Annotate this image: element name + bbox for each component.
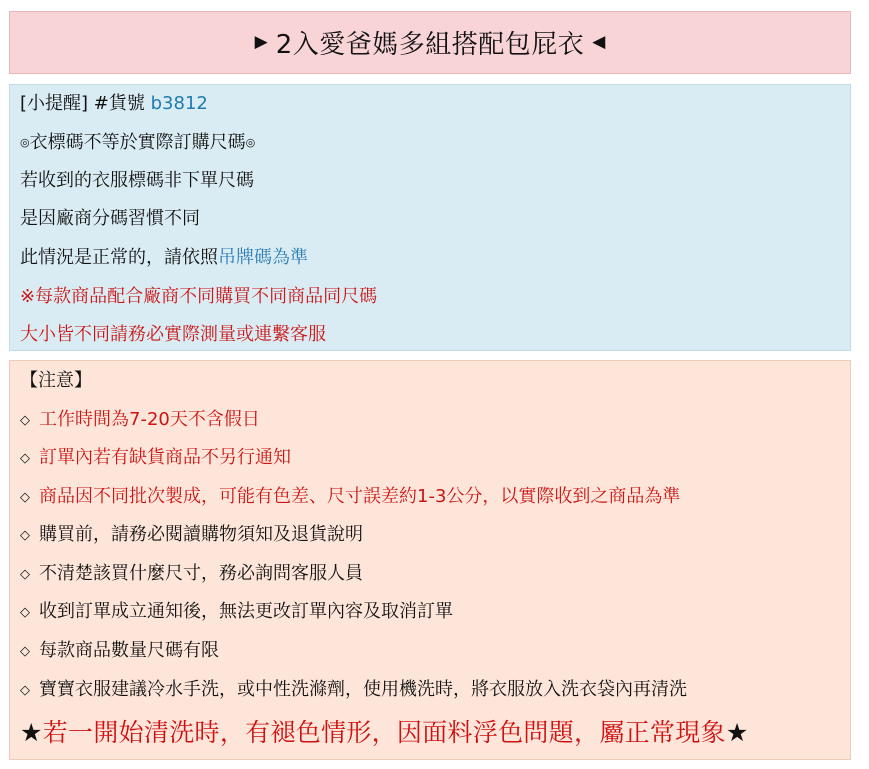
- reminder-line-1-text: 衣標碼不等於實際訂購尺碼: [29, 132, 246, 153]
- notice-panel: [9, 360, 851, 760]
- diamond-bullet-icon: ◇: [20, 683, 30, 698]
- final-warning: [20, 718, 749, 748]
- sku-prefix: #貨號: [93, 93, 145, 114]
- notice-item-text: 訂單內若有缺貨商品不另行通知: [39, 447, 291, 468]
- notice-item: [20, 446, 291, 471]
- notice-item-text: 購買前，請務必閱讀購物須知及退貨說明: [39, 524, 363, 545]
- reminder-line-4-highlight: 吊牌碼為準: [218, 247, 308, 268]
- sku-tag[interactable]: b3812: [150, 93, 208, 114]
- reminder-panel: [9, 84, 851, 351]
- diamond-bullet-icon: ◇: [20, 605, 30, 620]
- notice-item: [20, 485, 680, 510]
- star-icon: ★: [725, 718, 749, 747]
- title-banner: [9, 11, 851, 74]
- diamond-bullet-icon: ◇: [20, 528, 30, 543]
- triangle-right-icon: ▶: [254, 32, 268, 52]
- notice-item: [20, 600, 453, 625]
- reminder-line-5: ※每款商品配合廠商不同購買不同商品同尺碼: [20, 286, 378, 307]
- notice-item-text: 工作時間為7-20天不含假日: [39, 409, 260, 430]
- notice-item: [20, 639, 219, 664]
- diamond-bullet-icon: ◇: [20, 451, 30, 466]
- circle-symbol-icon: ◎: [245, 136, 256, 149]
- notice-item-text: 寶寶衣服建議冷水手洗，或中性洗滌劑，使用機洗時，將衣服放入洗衣袋內再清洗: [39, 679, 687, 700]
- notice-heading: 【注意】: [20, 370, 92, 391]
- reminder-line-3: 是因廠商分碼習慣不同: [20, 208, 200, 229]
- reminder-line-4-text: 此情況是正常的，請依照: [20, 247, 218, 268]
- page-title: 2入愛爸媽多組搭配包屁衣: [275, 30, 585, 60]
- notice-item: [20, 678, 687, 703]
- diamond-bullet-icon: ◇: [20, 413, 30, 428]
- notice-item-text: 每款商品數量尺碼有限: [39, 640, 219, 661]
- notice-item-text: 商品因不同批次製成，可能有色差、尺寸誤差約1-3公分，以實際收到之商品為準: [39, 486, 681, 507]
- notice-item: [20, 408, 260, 433]
- notice-item: [20, 562, 363, 587]
- reminder-line-6: 大小皆不同請務必實際測量或連繫客服: [20, 324, 326, 345]
- diamond-bullet-icon: ◇: [20, 490, 30, 505]
- reminder-label: [小提醒]: [20, 93, 89, 114]
- diamond-bullet-icon: ◇: [20, 644, 30, 659]
- notice-item-text: 收到訂單成立通知後，無法更改訂單內容及取消訂單: [39, 601, 453, 622]
- reminder-line-4: [20, 246, 308, 270]
- star-icon: ★: [20, 718, 43, 747]
- diamond-bullet-icon: ◇: [20, 567, 30, 582]
- notice-item-text: 不清楚該買什麼尺寸，務必詢問客服人員: [39, 563, 363, 584]
- triangle-left-icon: ◀: [592, 32, 606, 52]
- final-warning-text: 若一開始清洗時，有褪色情形，因面料浮色問題，屬正常現象: [42, 718, 726, 747]
- reminder-line-2: 若收到的衣服標碼非下單尺碼: [20, 170, 254, 191]
- notice-item: [20, 523, 363, 548]
- reminder-line-1: [20, 131, 255, 155]
- reminder-header: [20, 92, 208, 116]
- circle-symbol-icon: ◎: [20, 136, 30, 149]
